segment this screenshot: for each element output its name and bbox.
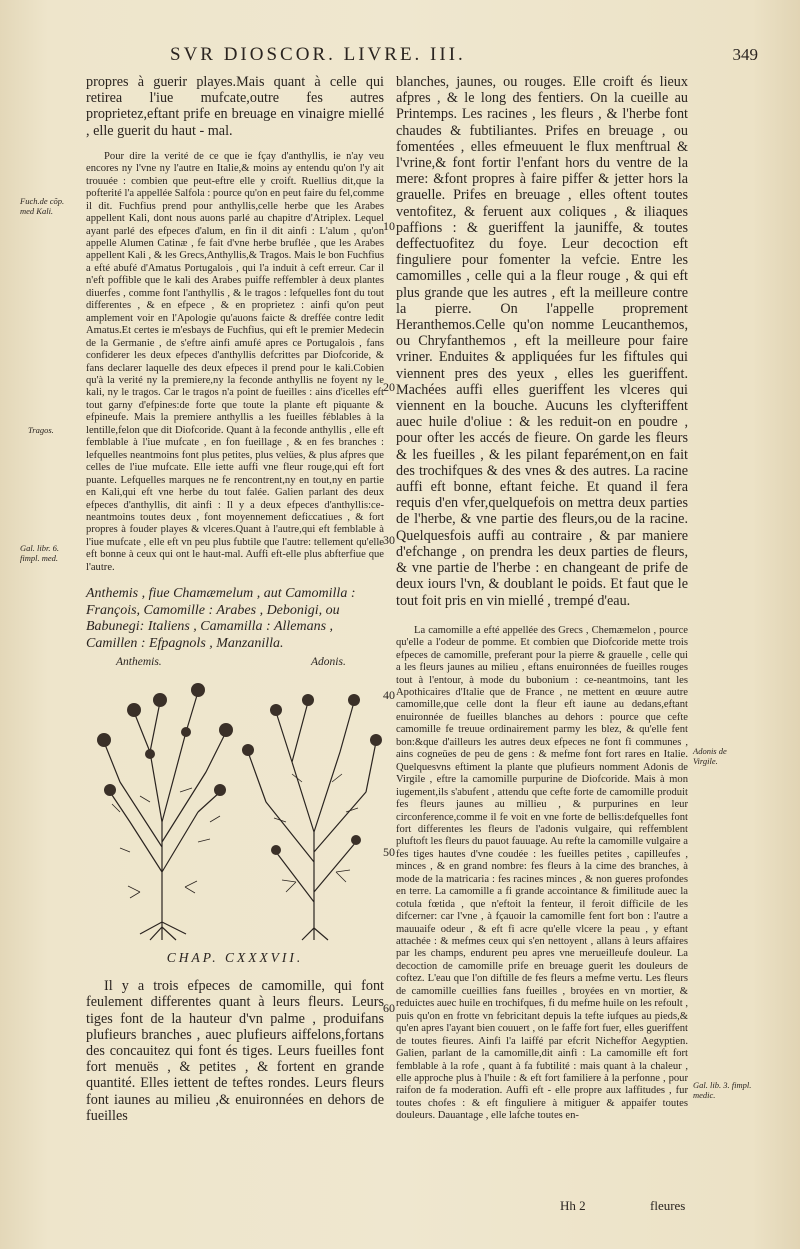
woodcut-plates xyxy=(86,656,384,946)
plate-label-anthemis: Anthemis. xyxy=(116,656,162,669)
margin-note-galen-left: Gal. libr. 6. fimpl. med. xyxy=(20,543,59,563)
line-number: 60 xyxy=(383,1001,395,1015)
left-paragraph-chapter: Il y a trois efpeces de camomille, qui font feulement differentes quant à leurs fleurs. Leurs tiges font de la hauteur d'vn palme , produifans plufieurs branches , auec plufieurs aiffelons,fortans des concauitez qui font és tiges. Leurs fueilles font fort menuës , & petites , & fortent en grande quantité. Elles iettent de teftes rondes. Leurs fleurs font iaunes au milieu ,& enuironnées en dehors de fueilles xyxy=(86,978,384,1124)
line-number: 10 xyxy=(383,219,395,233)
page-number: 349 xyxy=(732,45,758,64)
left-column xyxy=(86,74,384,1124)
line-number: 50 xyxy=(383,845,395,859)
anthemis-woodcut-illustration xyxy=(90,672,236,944)
margin-note-fuchsius: Fuch.de cõp. med Kali. xyxy=(20,196,65,216)
plate-label-adonis: Adonis. xyxy=(311,656,346,669)
left-commentary: Pour dire la verité de ce que ie fçay d'anthyllis, ie n'ay veu encores ny l'vne ny l'autre en Italie,& moins ay entendu qu'on l'y ait trouuée : combien que peut-eftre elle y croift. Ruellius dit,que la pofterité l'a appellée Salfola : pource qu'on en peut faire du fel,comme il dit. Fuchfius prend pour anthyllis,celle herbe que les Arabes appellent Kali, dont nous auons parlé au chapitre d'Atriplex. Lequel ayant parlé des efpeces d'alum, en fin il dit ainfi : L'alum , qu'on appelle Alumen Catinæ , fe fait d'vne herbe bruflée , que les Arabes appellent Kali , & les Grecs,Anthyllis,& Tragos. Mais le bon Fuchfius a efté abufé d'Amatus Portugalois , qui l'a induit à ceft erreur. Car il n'eft poffible que le kali des Arabes puiffe reffembler à deux plantes diuerfes , comme font l'anthyllis , & le tragos : lefquelles font du tout differentes , & en efpece , & en proprietez : ainfi qu'on peut amplement voir en l'Apologie qu'auons faicte & dreffée contre ledit Amatus.Et certes ie m'esbays de Fuchfius, qui eft le premier Medecin de la Germanie , de s'eftre ainfi amufé apres ce Portugalois , fans confiderer les deux efpeces d'anthyllis defcrittes par Diofcoride, & fans declarer laquelle des deux efpeces il prend pour le kali.Cobien qu'à la verité ny la premiere,ny la feconde anthyllis ne foyent ny le kali, ny le tragos. Car le tragos n'a point de fueilles : ains d'icelles eft tout garny d'efpines:de forte que toute la plante eft piquante & efpineufe. Mais la premiere anthyllis a les fueilles féblables à la lentille,felon que dit Diofcoride. Quant à la feconde anthyllis , elle eft femblable à l'iue mufcate , en fon fueillage , & en fes branches : lefquelles neantmoins font plus petites, plus velües, & plus afpres que celles de l'iue mufcate. Elle iette auffi vne fleur rouge,qui eft fort puante. Lefquelles marques ne fe rencontrent,ny en tout,ny en partie en Kali,qui eft vne herbe du tout falée. Galien parlant des deux efpeces d'anthyllis, dit ainfi : Il y a deux efpeces d'anthyllis:ce-neantmoins toutes deux , font moyennement deficcatiues , & fort propres à fouder playes & vlceres.Quant à l'autre,qui eft femblable à l'iue mufcate , elle eft vn peu plus fubtile que l'autre: tellement qu'elle eft bonne à ceux qui ont le haut-mal. Auffi eft-elle plus abfterfiue que l'autre. xyxy=(86,150,384,573)
line-number: 20 xyxy=(383,380,395,394)
running-title: SVR DIOSCOR. LIVRE. III. xyxy=(170,44,466,65)
signature-mark: Hh 2 xyxy=(560,1198,586,1213)
chapter-heading: CHAP. CXXXVII. xyxy=(166,950,304,966)
right-column xyxy=(396,74,688,1123)
plant-names: Anthemis , fiue Chamæmelum , aut Camomilla : François, Camomille : Arabes , Debonigi, ou Babunegi: Italiens , Camamilla : Allemans , Camillen : Efpagnols , Manzanilla. xyxy=(86,586,356,651)
margin-note-adonis: Adonis de Virgile. xyxy=(693,746,727,766)
right-paragraph-1: blanches, jaunes, ou rouges. Elle croift és lieux afpres , & le long des fentiers. On la cueille au Printemps. Les racines , les fleurs , & l'herbe font chaudes & fubtiliantes. Prifes en breuage , ou fomentées , elles efmeuuent le flux menftrual & l'vrine,& font fortir l'enfant hors du ventre de la mere: &font propres à faire piffer & jetter hors la grauelle. Prifes en breuage , elles oftent toutes ventofitez, & feruent aux coliques , & iliaques paffions : & gueriffent la jauniffe, & toutes deffectuofitez du foye. Leur decoction eft finguliere pour fomenter la vefcie. Entre les camomilles , celle qui a la fleur rouge , & qui eft plus grande que les autres , eft la meilleure contre la pierre. On l'appelle proprement Heranthemos.Celle qu'on nomme Leucanthemos, ou Chryfanthemos , eft la meilleure pour faire vriner. Enduites & appliquées fur les fiftules qui viennent pres des yeux , elles les gueriffent. Machées auffi elles gueriffent les vlceres qui viennent en la bouche. Aucuns les clyfteriffent auec huile d'oliue : & les reduit-on en poudre , pour ofter les accés de fieure. On garde les fleurs & les fueilles , & les pilant feparément,on en fait des trochifques & des vnes & des autres. La racine auffi eft bonne, eftant feiche. Et quand il fera requis d'en vfer,quelquefois on mettra deux parties de l'herbe, & vne partie des fleurs,ou de la racine. Quelquesfois auffi au contraire , & par maniere d'efchange , on prendra les deux parties de fleurs, & vne partie de l'herbe : en changeant de prife de deux iours l'vn, & doublant le poids. Et faut que le tout foit pris en vin miellé , trempé d'eau. xyxy=(396,74,688,609)
left-paragraph-1: propres à guerir playes.Mais quant à celle qui retirea l'iue mufcate,outre fes autres proprietez,eftant prife en breuage en vinaigre miellé , elle guerit du haut - mal. xyxy=(86,74,384,139)
adonis-woodcut-illustration xyxy=(236,672,382,944)
catchword: fleures xyxy=(650,1198,686,1213)
margin-note-galen-right: Gal. lib. 3. fimpl. medic. xyxy=(693,1080,752,1100)
right-commentary: La camomille a efté appellée des Grecs , Chemæmelon , pource qu'elle a l'odeur de pomme. Et combien que Diofcoride mette trois efpeces de camomille, preferant pour la pierre & grauelle , celle qui a les fleurs jaunes au milieu , eftans enuironnées de fueilles rouges tout à l'entour, à mode du bubonium : ce-neantmoins, tant les Apothicaires d'Italie que de France , ne mettent en œuure autre camomille,que celle dont la fleur eft iaune au dedans,eftant enuironnée de fueilles blanches au dehors : pource que cefte camomille fe treuue ordinairement parmy les blez, & qu'elle fent bon:&que d'ailleurs les autres deux efpeces ne font fi communes , ains cogneües de peu de gens : & mefme font fort rares en Italie. Quelquesvns eftiment la plante que plufieurs nomment Adonis de Virgile , eftre la camomille purpurine de Diofcoride. Mais à mon iugement,ils s'abufent , attendu que cefte forte de camomille produit fes fleurs jaunes au millieu , & purpurines en leur circonference,comme il fe voit en vne forte de bellis:defquelles font fort differentes les fleurs de l'adonis vulgaire, qui reffemblent pluftoft les fleurs du pauot fauuage. Au refte la camomille vulgaire a fes tiges hautes d'vne coudée : les fueilles petites , capilleufes , minces , & en grand nombre: fes fleurs à la cime des branches, à mode de la matricaria : fes racines minces , & non gueres profondes en terre. La camomille a fi grande accointance & fimilitude auec la cotula fœtida , que n'eftoit la fenteur, il feroit difficile de les difcerner: car l'vne , à fçauoir la camomille fent fort bon : l'autre a mauuaife odeur , & eft fi acre qu'elle vlcere la peau , y eftant attachée : & mefmes ceux qui s'en nettoyent , allans à leurs affaires par les champs, endurent peu apres vne merueilleufe douleur. La decoction de camomille prife en breuage guerit les douleurs de coftez. L'eau que l'on diftille de fes fleurs a mefme vertu. Les fleurs de camomille cueillies fans fueilles , broyées en vn mortier, & reduictes auec huile en trochifques, fi du mefme huile on les refoult , puis qu'on en frotte vn febricitant depuis la tefte iufques au pieds,& qu'en apres l'ayant bien couuert , on le faffe fort fuer, elles gueriffent de toutes fieures. Ainfi l'a laiffé par efcrit Nicheffor Aegyptien. Galien, parlant de la camomille,dit ainfi : La camomille eft fort femblable à la rofe , quant à fa fubtilité : mais quant à la chaleur , elle approche plus à l'huile : & eft fort familiere à la perfonne , pour raifon de fa moderation. Auffi eft - elle propre aux laffitudes , fur toutes chofes : & eft finguliere à mitiguer & appaifer toutes douleurs. Dauantage , elle lafche toutes en- xyxy=(396,624,688,1122)
line-number: 40 xyxy=(383,688,395,702)
margin-note-tragos: Tragos. xyxy=(28,425,54,435)
line-number: 30 xyxy=(383,533,395,547)
